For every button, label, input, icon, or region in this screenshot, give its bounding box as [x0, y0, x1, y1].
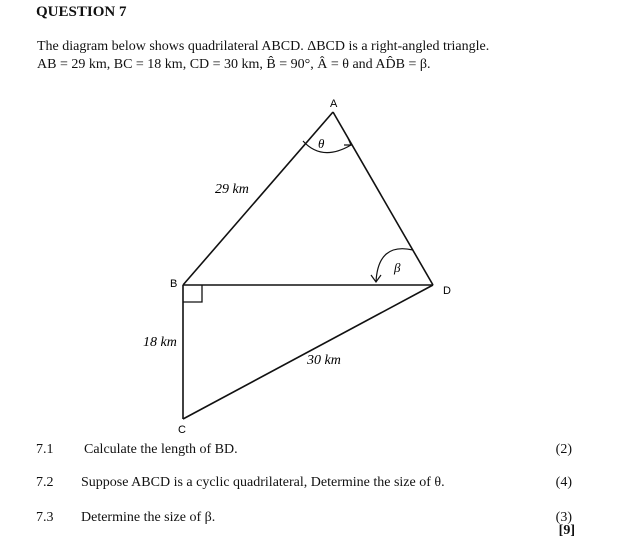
side-label-bc: 18 km	[143, 335, 177, 350]
total-marks: [9]	[558, 523, 575, 538]
question-number: 7.2	[36, 475, 54, 490]
side-ab	[183, 112, 333, 285]
question-text: Calculate the length of BD.	[84, 442, 238, 457]
intro-line-2: AB = 29 km, BC = 18 km, CD = 30 km, B̂ = 90°, Â = θ and AD̂B = β.	[37, 57, 431, 72]
vertex-label-d: D	[443, 285, 451, 297]
question-text: Determine the size of β.	[81, 510, 216, 525]
angle-label-theta: θ	[318, 136, 325, 151]
question-marks: (4)	[555, 475, 572, 490]
question-number: 7.3	[36, 510, 54, 525]
side-label-cd: 30 km	[307, 353, 341, 368]
question-marks: (2)	[555, 442, 572, 457]
side-ad	[333, 112, 433, 285]
theta-arc	[303, 141, 351, 153]
vertex-label-b: B	[170, 278, 178, 290]
right-angle-marker	[183, 285, 202, 302]
side-label-ab: 29 km	[215, 182, 249, 197]
vertex-label-a: A	[330, 98, 338, 110]
question-marks: (3)	[555, 510, 572, 525]
question-text: Suppose ABCD is a cyclic quadrilateral, Determine the size of θ.	[81, 475, 445, 490]
angle-label-beta: β	[394, 260, 401, 275]
theta-arrow-icon	[344, 138, 351, 145]
side-cd	[183, 285, 433, 419]
question-heading: QUESTION 7	[36, 4, 127, 20]
question-number: 7.1	[36, 442, 54, 457]
vertex-label-c: C	[178, 424, 186, 436]
intro-line-1: The diagram below shows quadrilateral ABCD. ΔBCD is a right-angled triangle.	[37, 39, 490, 54]
